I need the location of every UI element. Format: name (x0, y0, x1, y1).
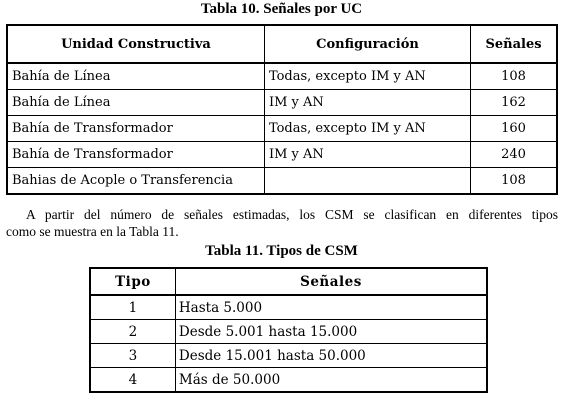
paragraph-line-2: como se muestra en la Tabla 11. (6, 224, 179, 239)
table-header-row (90, 268, 487, 295)
table-header-row (7, 25, 557, 63)
cell-tipo: 3 (90, 344, 175, 368)
cell-senales: Desde 15.001 hasta 50.000 (175, 344, 487, 368)
cell-tipo: 2 (90, 320, 175, 344)
table-row (7, 142, 557, 168)
column-header-senales: Señales (471, 25, 557, 63)
cell-configuracion (264, 168, 470, 195)
cell-senales: 108 (471, 63, 557, 90)
cell-unidad: Bahía de Línea (7, 90, 264, 116)
cell-unidad: Bahía de Transformador (7, 116, 264, 142)
column-header-senales: Señales (175, 268, 487, 295)
table-row (90, 295, 487, 320)
cell-unidad: Bahía de Línea (7, 63, 264, 90)
cell-unidad: Bahía de Transformador (7, 142, 264, 168)
cell-senales: 240 (471, 142, 557, 168)
cell-configuracion: IM y AN (264, 142, 470, 168)
table-row (7, 168, 557, 195)
cell-senales: 108 (501, 173, 526, 188)
cell-tipo: 1 (90, 295, 175, 320)
cell-senales: Hasta 5.000 (175, 295, 487, 320)
table-row (90, 368, 487, 393)
table-row (90, 344, 487, 368)
table-row (7, 116, 557, 142)
cell-senales: Desde 5.001 hasta 15.000 (175, 320, 487, 344)
cell-senales: 160 (471, 116, 557, 142)
column-header-configuracion: Configuración (264, 25, 470, 63)
table-10-signals-per-uc (6, 24, 558, 195)
paragraph-line-1: A partir del número de señales estimadas, los CSM se clasifican en diferentes tipos (26, 207, 558, 222)
column-header-unidad: Unidad Constructiva (7, 25, 264, 63)
body-paragraph (6, 206, 558, 240)
cell-unidad: Bahias de Acople o Transferencia (7, 168, 264, 195)
table-row (7, 63, 557, 90)
cell-configuracion: Todas, excepto IM y AN (264, 63, 470, 90)
table-11-caption: Tabla 11. Tipos de CSM (205, 243, 358, 259)
cell-tipo: 4 (90, 368, 175, 393)
cell-configuracion: Todas, excepto IM y AN (264, 116, 470, 142)
table-row (90, 320, 487, 344)
cell-configuracion: IM y AN (264, 90, 470, 116)
cell-senales: Más de 50.000 (178, 371, 281, 388)
cell-senales: 162 (471, 90, 557, 116)
table-10-caption: Tabla 10. Señales por UC (200, 1, 363, 17)
table-row (7, 90, 557, 116)
table-11-csm-types (89, 267, 488, 393)
column-header-tipo: Tipo (90, 268, 175, 295)
